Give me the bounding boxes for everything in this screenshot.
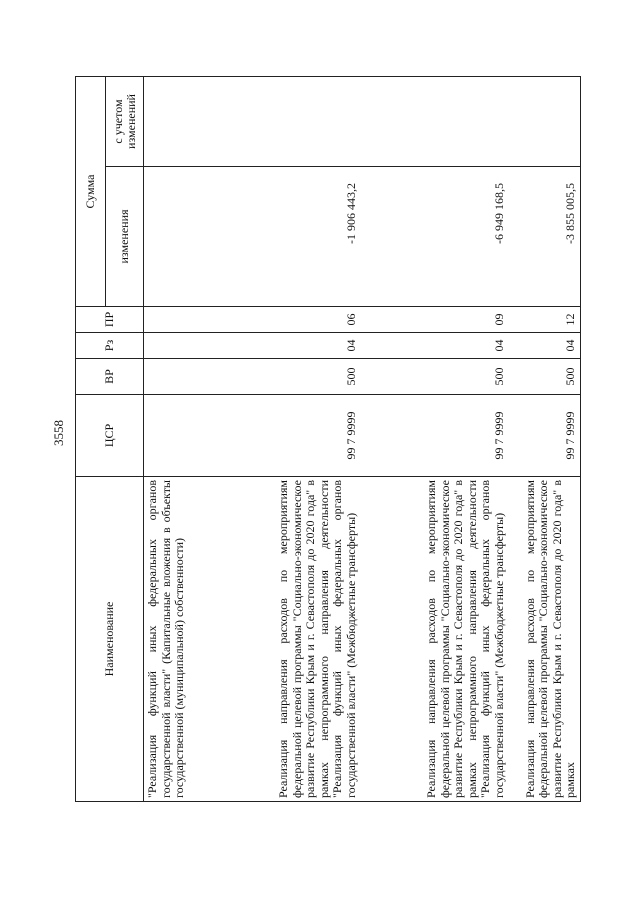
table-body xyxy=(144,76,581,801)
budget-table xyxy=(75,76,581,802)
row-pr: 06 xyxy=(223,307,361,333)
row-total xyxy=(144,76,223,166)
row-csr: 99 7 9999 xyxy=(361,395,509,477)
row-total xyxy=(509,76,581,166)
header-csr: ЦСР xyxy=(76,395,144,477)
rotated-page-content xyxy=(75,77,580,802)
row-change: -3 855 005,5 xyxy=(509,167,581,307)
header-rz: Рз xyxy=(76,333,144,359)
row-description: Реализация направления расходов по мероприятиям федеральной целевой программы "Социально-экономическое развитие Республики Крым и г. Севастополя до 2020 года" в рамках непрограммного направления деятельности "Реализация функций иных федеральных органов государственной власти" (Межбюджетные трансферты) xyxy=(275,480,358,798)
page-number: 3558 xyxy=(51,420,66,446)
header-change: изменения xyxy=(106,167,144,307)
row-csr: 99 7 9999 xyxy=(509,395,581,477)
row-pr: 09 xyxy=(361,307,509,333)
header-pr: ПР xyxy=(76,307,144,333)
row-description: Реализация направления расходов по мероприятиям федеральной целевой программы "Социально-экономическое развитие Республики Крым и г. Севастополя до 2020 года" в рамках непрограммного направления деятельности "Реализация функций иных федеральных органов государственной власти" (Межбюджетные трансферты) xyxy=(423,480,506,798)
row-vr: 500 xyxy=(361,359,509,395)
row-description: "Реализация функций иных федеральных органов государственной власти" (Капитальные вложения в объекты государственной (муниципальной) собственности) xyxy=(145,480,187,798)
row-vr xyxy=(144,359,223,395)
header-sum: Сумма xyxy=(76,76,106,306)
row-total xyxy=(223,76,361,166)
table-header xyxy=(76,76,144,801)
row-vr: 500 xyxy=(509,359,581,395)
row-pr: 12 xyxy=(509,307,581,333)
header-vr: ВР xyxy=(76,359,144,395)
table-row xyxy=(144,76,223,801)
row-csr: 99 7 9999 xyxy=(223,395,361,477)
row-total xyxy=(361,76,509,166)
row-change xyxy=(144,167,223,307)
row-pr xyxy=(144,307,223,333)
row-vr: 500 xyxy=(223,359,361,395)
row-rz xyxy=(144,333,223,359)
row-change: -6 949 168,5 xyxy=(361,167,509,307)
row-description: Реализация направления расходов по мероприятиям федеральной целевой программы "Социально-экономическое развитие Республики Крым и г. Севастополя до 2020 года" в рамках xyxy=(522,480,578,798)
row-csr xyxy=(144,395,223,477)
row-rz: 04 xyxy=(223,333,361,359)
row-rz: 04 xyxy=(509,333,581,359)
table-row xyxy=(223,76,361,801)
table-row xyxy=(361,76,509,801)
row-rz: 04 xyxy=(361,333,509,359)
header-with-changes: с учетом изменений xyxy=(106,76,144,166)
table-row xyxy=(509,76,581,801)
row-change: -1 906 443,2 xyxy=(223,167,361,307)
header-name: Наименование xyxy=(76,477,144,802)
